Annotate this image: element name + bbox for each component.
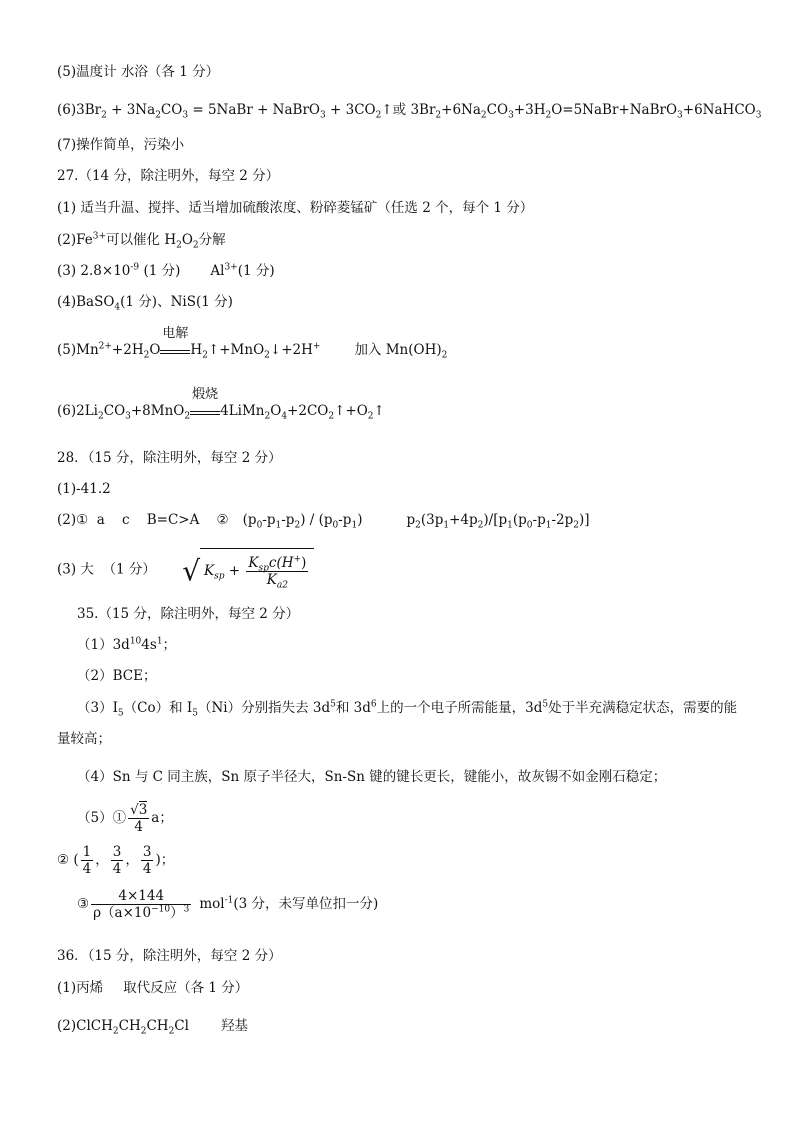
- q35-answer-2: （2）BCE；: [77, 668, 157, 684]
- q28-heading: 28．（15 分，除注明外，每空 2 分）: [57, 450, 282, 466]
- q36-heading: 36．（15 分，除注明外，每空 2 分）: [57, 948, 282, 964]
- q27-answer-2: $(2)Fe^{3+}$可以催化 $H_2O_2$分解: [57, 231, 226, 251]
- q27-answer-5: $(5)Mn^{2+}+2H_2O$ 电解 $H_2↑+MnO_2↓+2H^+$ 加入 $Mn(OH)_2$: [57, 326, 448, 361]
- q28-answer-1: (1)-41.2: [57, 481, 111, 497]
- q35-answer-4: （4）Sn 与 C 同主族，Sn 原子半径大，Sn-Sn 键的键长更长，键能小，故灰锡不如金刚石稳定；: [77, 769, 667, 785]
- q28-answer-3: (3) 大 （1 分） √ $K_{sp}$ + $\frac{K_{sp}c(H^+)}{K_{a2}}$: [57, 548, 314, 592]
- q36-answer-2: $(2)ClCH_2CH_2CH_2Cl$ 羟基: [57, 1018, 248, 1037]
- answer-5-thermometer: (5)温度计 水浴（各 1 分）: [57, 64, 220, 80]
- q35-answer-1: $(1)3d^{10}4s^1$；: [77, 636, 177, 653]
- q35-heading: 35.（15 分，除注明外，每空 2 分）: [77, 606, 300, 622]
- q36-answer-1: (1)丙烯 取代反应（各 1 分）: [57, 980, 249, 996]
- q35-answer-5: （5）① $\frac{√3}{4}$ a；: [77, 802, 173, 835]
- q35-answer-5-3: ③ $\frac{4\times 144}{\rho(a\times 10^{-10})^3}$ mol$^{-1}$(3 分，未写单位扣一分): [77, 888, 379, 921]
- q27-answer-3: (3) $2.8\times 10^{-9}$ (1 分) $Al^{3+}(1$ 分): [57, 262, 275, 279]
- calcination-arrow: 煅烧: [190, 403, 220, 415]
- answer-6-equation: $(6)3Br_2 + 3Na_2CO_3$ = 5NaBr + NaBrO$_3$ + $3CO_2↑$或 $3Br_2+6Na_2CO_3+3H_2O=5NaBr+NaBrO_3+6NaHCO_3$: [57, 102, 762, 121]
- q35-answer-3: $(3)I_5(Co)$和 $I_5(Ni)$分别指失去 $3d^5$和 $3d^6$上的一个电子所需能量，$3d^5$处于半充满稳定状态，需要的能: [77, 699, 738, 719]
- q27-answer-4: (4)BaSO$_4$(1 分)、NiS(1 分): [57, 294, 233, 313]
- q27-heading: 27.（14 分，除注明外，每空 2 分）: [57, 168, 280, 184]
- q35-answer-3-cont: 量较高；: [57, 731, 111, 747]
- q27-answer-1: (1) 适当升温、搅拌、适当增加硫酸浓度、粉碎菱锰矿（任选 2 个，每个 1 分）: [57, 200, 534, 216]
- sqrt-expression: √ $K_{sp}$ + $\frac{K_{sp}c(H^+)}{K_{a2}}$: [182, 548, 314, 592]
- electrolysis-arrow: 电解: [160, 342, 190, 354]
- q35-answer-5-2: ② ( $\frac{1}{4}$ ， $\frac{3}{4}$ ， $\frac{3}{4}$ )；: [57, 844, 175, 877]
- q28-answer-2: (2)① a c B=C>A ② $(p_0-p_1-p_2) / (p_0-p_1)$ $p_2(3p_1+4p_2)/[p_1(p_0-p_1-2p_2)]$: [57, 512, 590, 531]
- answer-7: (7)操作简单，污染小: [57, 137, 185, 153]
- q27-answer-6: $(6)2Li_2CO_3+8MnO_2$ 煅烧 $4LiMn_2O_4+2CO_2↑+O_2↑$: [57, 387, 385, 422]
